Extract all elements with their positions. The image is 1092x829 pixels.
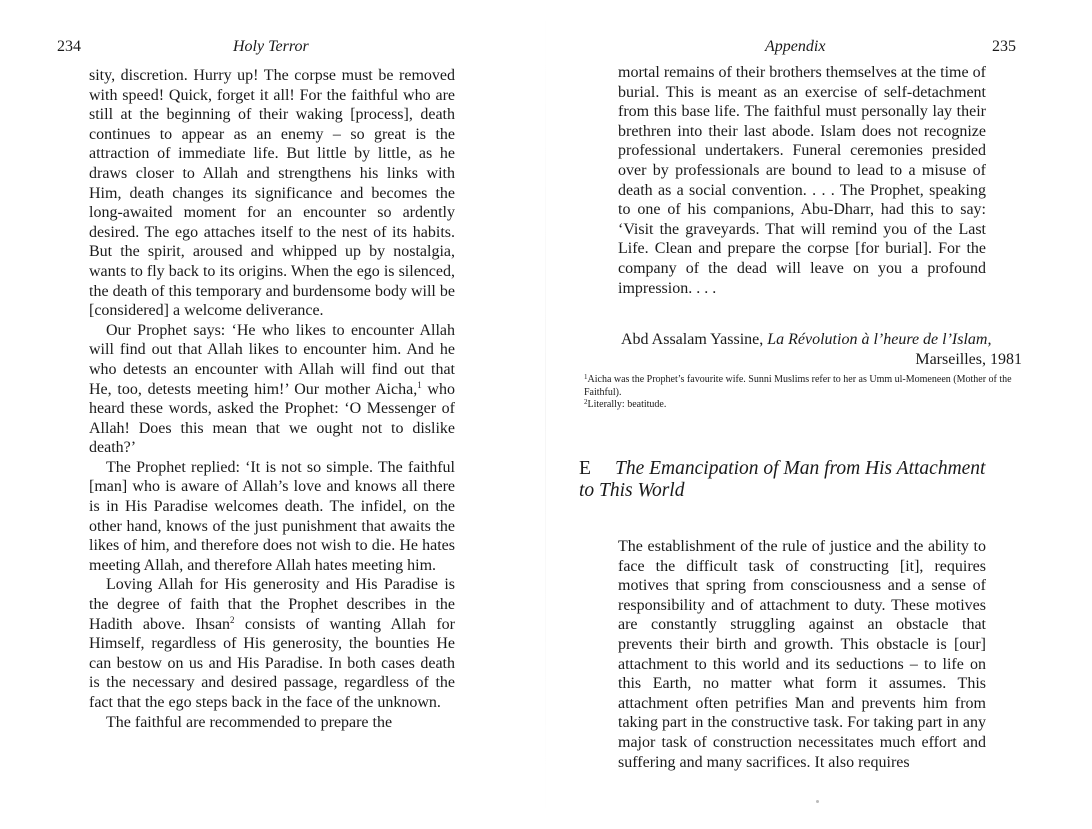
citation-line — [618, 330, 1022, 350]
right-page — [546, 0, 1092, 829]
footnote-2 — [584, 399, 1024, 412]
footnote-1 — [584, 374, 1024, 399]
left-paragraph-2 — [89, 321, 455, 458]
section-heading — [579, 458, 999, 502]
footnote-ref-1: 1 — [417, 379, 422, 390]
left-body-text — [89, 66, 455, 732]
right-body-text-bottom — [618, 537, 986, 772]
right-paragraph-quote: mortal remains of their brothers themselves at the time of burial. This is meant as an exercise of self-detachment from this base life. The faithful must personally lay their brethren into their last abode. Islam does not recognize professional undertakers. Funeral ceremonies presided over by professionals are bound to lead to a misuse of death as a social convention. . . . The Prophet, speaking to one of his companions, Abu-Dharr, had this to say: ‘Visit the graveyards. That will remind you of the Last Life. Clean and prepare the corpse [for burial]. For the company of the dead will leave on you a profound impression. . . . — [618, 64, 986, 297]
left-paragraph-4 — [89, 575, 455, 712]
section-title: The Emancipation of Man from His Attachment to This World — [579, 458, 986, 501]
footnote-text-2: Literally: beatitude. — [587, 399, 667, 410]
paragraph-text: Our Prophet says: ‘He who likes to encounter Allah will find out that Allah likes to encounter him. And he who detests an encounter with Allah will find out that He, too, detests meeting him!’ Our mother Aicha, — [89, 321, 455, 398]
footnotes — [584, 374, 1024, 412]
right-body-text-top — [618, 63, 986, 298]
section-letter: E — [579, 458, 591, 479]
scan-speck — [816, 800, 819, 803]
footnote-ref-2: 2 — [230, 614, 235, 625]
citation-work-title: La Révolution à l’heure de l’Islam, — [767, 331, 992, 348]
left-paragraph-3: The Prophet replied: ‘It is not so simple. The faithful [man] who is aware of Allah’s love and knows all there is in His Paradise welcomes death. The infidel, on the other hand, knows of the just punishment that awaits the likes of him, and therefore does not wish to die. He hates meeting Allah, and therefore Allah hates meeting him. — [89, 458, 455, 574]
left-paragraph-1: sity, discretion. Hurry up! The corpse must be removed with speed! Quick, forget it all! For the faithful who are still at the beginning of their waking [process], death continues to appear as an enemy – so great is the attraction of immediate life. But little by little, as he draws closer to Allah and strengthens his links with Him, death changes its significance and becomes the long-awaited moment for an encounter so ardently desired. The ego attaches itself to the nest of its habits. But the spirit, aroused and whipped up by nostalgia, wants to fly back to its origins. When the ego is silenced, the death of this temporary and burdensome body will be [considered] a welcome deliverance. — [89, 67, 455, 320]
citation-place-year: Marseilles, 1981 — [915, 350, 1022, 368]
left-paragraph-5: The faithful are recommended to prepare the — [106, 713, 393, 731]
right-page-number: 235 — [992, 38, 1016, 55]
right-paragraph-section: The establishment of the rule of justice and the ability to face the difficult task of constructing [it], requires motives that spring from consciousness and a sense of responsibility and of attachment to duty. These motives are constantly struggling against an obstacle that prevents their birth and growth. This obstacle is [our] attachment to this world and its seductions – to life on this Earth, no matter what form it assumes. This attachment often petrifies Man and prevents him from taking part in the constructive task. For taking part in any major task of construction necessitates much effort and suffering and many sacrifices. It also requires — [618, 538, 986, 771]
left-running-title: Holy Terror — [233, 38, 309, 55]
footnote-marker-1: 1 — [584, 373, 588, 381]
paragraph-text: who heard these words, asked the Prophet: ‘O Messenger of Allah! Does this mean that we ought not to dislike death?’ — [89, 380, 455, 457]
footnote-marker-2: 2 — [584, 398, 588, 406]
paragraph-text: Loving Allah for His generosity and His Paradise is the degree of faith that the Prophet describes in the Hadith above. Ihsan — [89, 576, 455, 633]
left-page-number: 234 — [57, 38, 81, 55]
footnote-text-1: Aicha was the Prophet’s favourite wife. Sunni Muslims refer to her as Umm ul-Momeneen (Mother of the Faithful). — [584, 374, 1012, 398]
citation-author: Abd Assalam Yassine, — [621, 331, 764, 348]
quote-citation — [618, 330, 1022, 369]
right-running-title: Appendix — [765, 38, 826, 55]
paragraph-text: consists of wanting Allah for Himself, regardless of His generosity, the bounties He can bestow on us and His Paradise. In both cases death is the necessary and desired passage, regardless of the fact that the ego steps back in the face of the unknown. — [89, 615, 455, 711]
